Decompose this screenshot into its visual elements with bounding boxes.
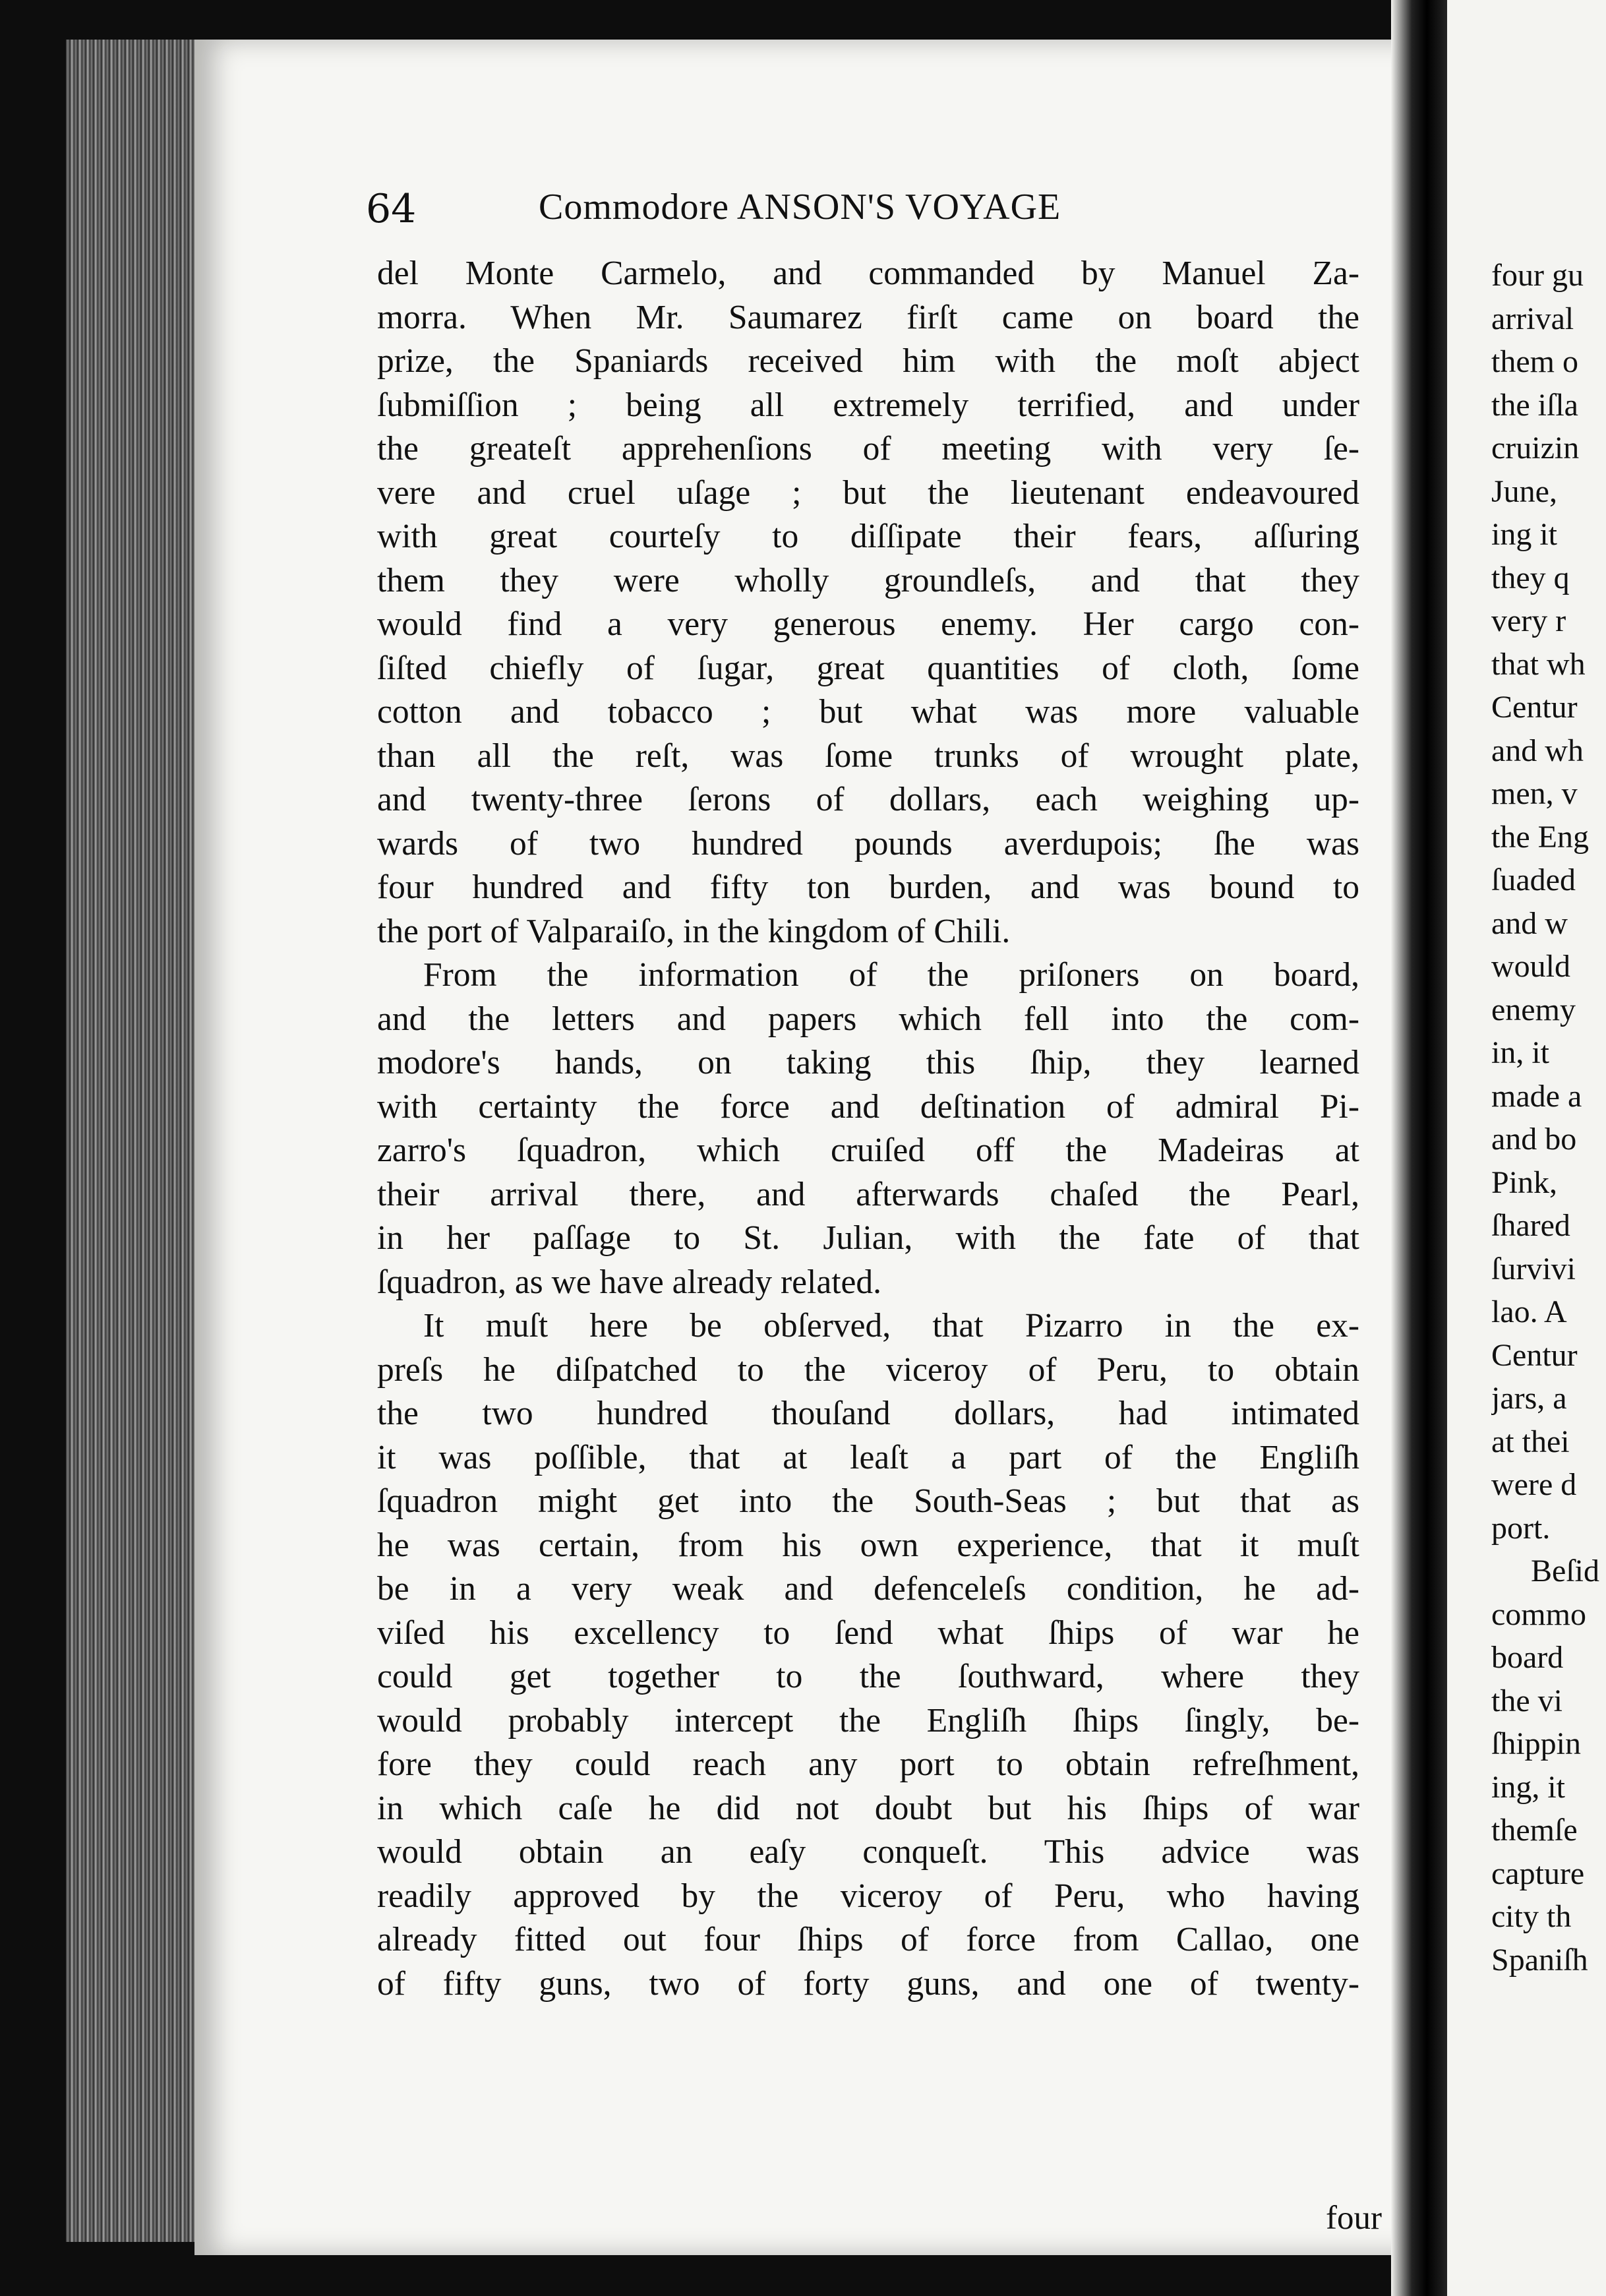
right-text-line: capture <box>1491 1856 1585 1891</box>
text-line: viſed his excellency to ſend what ſhips of war he <box>377 1614 1359 1652</box>
right-text-line: port. <box>1491 1510 1551 1546</box>
text-line: modore's hands, on taking this ſhip, they learned <box>377 1044 1359 1081</box>
right-text-line: Pink, <box>1491 1164 1558 1200</box>
text-line: From the information of the priſoners on board, <box>423 956 1359 994</box>
text-line: ſubmiſſion ; being all extremely terrified, and under <box>377 386 1359 424</box>
right-text-line: in, it <box>1491 1035 1550 1070</box>
text-line: fore they could reach any port to obtain refreſhment, <box>377 1745 1359 1783</box>
page-header <box>366 186 1408 239</box>
right-text-line: the iſla <box>1491 387 1578 423</box>
right-text-line: cruizin <box>1491 431 1580 466</box>
text-line: zarro's ſquadron, which cruiſed off the Madeiras at <box>377 1132 1359 1169</box>
text-line: be in a very weak and defenceleſs condition, he ad- <box>377 1570 1359 1608</box>
right-text-line: the vi <box>1491 1683 1562 1718</box>
text-line: morra. When Mr. Saumarez firſt came on board the <box>377 298 1359 336</box>
text-line: he was certain, from his own experience, that it muſt <box>377 1526 1359 1564</box>
right-text-line: and w <box>1491 905 1568 941</box>
left-body-text <box>377 252 1359 2006</box>
right-text-line: lao. A <box>1491 1294 1567 1329</box>
text-line: could get together to the ſouthward, where they <box>377 1658 1359 1695</box>
text-line: readily approved by the viceroy of Peru, who having <box>377 1877 1359 1915</box>
text-line: prize, the Spaniards received him with the moſt abject <box>377 342 1359 380</box>
text-line: preſs he diſpatched to the viceroy of Peru, to obtain <box>377 1350 1359 1389</box>
page-number: 64 <box>366 186 417 232</box>
text-line: ſquadron might get into the South-Seas ; but that as <box>377 1482 1359 1520</box>
text-line: would obtain an eaſy conqueſt. This advice was <box>377 1833 1359 1871</box>
right-text-line: ſuaded <box>1491 862 1576 897</box>
right-text-line: Centur <box>1491 690 1578 725</box>
right-text-line: ſurvivi <box>1491 1251 1576 1286</box>
text-line: than all the reſt, was ſome trunks of wrought plate, <box>377 737 1359 775</box>
right-text-line: four gu <box>1491 258 1584 293</box>
running-head: Commodore ANSON'S VOYAGE <box>539 187 1061 227</box>
text-line: vere and cruel uſage ; but the lieutenant endeavoured <box>377 473 1359 512</box>
right-text-line: ſhippin <box>1491 1726 1582 1761</box>
right-body-text <box>1491 254 1606 1981</box>
text-line: cotton and tobacco ; but what was more valuable <box>377 693 1359 731</box>
right-text-line: commo <box>1491 1596 1586 1632</box>
right-text-line: themſe <box>1491 1813 1578 1848</box>
text-line: the greateſt apprehenſions of meeting with very ſe- <box>377 430 1359 468</box>
text-line: ſquadron, as we have already related. <box>377 1263 881 1301</box>
right-text-line: them o <box>1491 344 1578 379</box>
text-line: del Monte Carmelo, and commanded by Manuel Za- <box>377 255 1359 292</box>
text-line: would find a very generous enemy. Her cargo con- <box>377 605 1359 643</box>
right-text-line: ing, it <box>1491 1769 1566 1805</box>
text-line: the port of Valparaiſo, in the kingdom of Chili. <box>377 912 1011 950</box>
right-text-line: ſhared <box>1491 1208 1570 1243</box>
text-line: four hundred and fifty ton burden, and was bound to <box>377 868 1359 906</box>
text-line: ſiſted chiefly of ſugar, great quantities of cloth, ſome <box>377 649 1359 687</box>
right-text-line: June, <box>1491 473 1557 509</box>
page-edges <box>66 40 204 2242</box>
book-gutter <box>1391 0 1450 2296</box>
right-text-line: Beſid <box>1531 1554 1599 1588</box>
text-line: the two hundred thouſand dollars, had intimated <box>377 1395 1359 1432</box>
right-text-line: Centur <box>1491 1337 1578 1373</box>
right-text-line: jars, a <box>1491 1381 1567 1416</box>
right-text-line: ing it <box>1491 517 1558 552</box>
text-line: and the letters and papers which fell into the com- <box>377 1000 1359 1038</box>
right-text-line: Spaniſh <box>1491 1942 1588 1978</box>
text-line: it was poſſible, that at leaſt a part of the Engliſh <box>377 1438 1359 1476</box>
text-line: wards of two hundred pounds averdupois; ſhe was <box>377 824 1359 862</box>
text-line: It muſt here be obſerved, that Pizarro in the ex- <box>423 1307 1359 1344</box>
right-text-line: very r <box>1491 603 1566 638</box>
right-text-line: that wh <box>1491 646 1586 682</box>
text-line: already fitted out four ſhips of force from Callao, one <box>377 1921 1359 1958</box>
text-line: of fifty guns, two of forty guns, and one of twenty- <box>377 1964 1359 2003</box>
right-text-line: city th <box>1491 1899 1572 1934</box>
text-line: their arrival there, and afterwards chaſed the Pearl, <box>377 1175 1359 1213</box>
right-text-line: and bo <box>1491 1122 1577 1157</box>
text-line: them they were wholly groundleſs, and that they <box>377 561 1359 599</box>
text-line: in which caſe he did not doubt but his ſhips of war <box>377 1789 1359 1827</box>
right-text-line: board <box>1491 1640 1564 1675</box>
right-text-line: the Eng <box>1491 819 1589 855</box>
right-text-line: would <box>1491 949 1570 984</box>
text-line: would probably intercept the Engliſh ſhips ſingly, be- <box>377 1701 1359 1739</box>
text-line: in her paſſage to St. Julian, with the fate of that <box>377 1219 1359 1257</box>
text-line: with great courteſy to diſſipate their fears, aſſuring <box>377 518 1359 555</box>
right-text-line: they q <box>1491 560 1570 595</box>
right-text-line: arrival <box>1491 301 1574 336</box>
right-text-line: at thei <box>1491 1424 1570 1459</box>
right-text-line: were d <box>1491 1467 1577 1502</box>
right-text-line: and wh <box>1491 733 1584 768</box>
right-text-line: enemy <box>1491 992 1576 1027</box>
text-line: and twenty-three ſerons of dollars, each weighing up- <box>377 781 1359 818</box>
catchword: four <box>1326 2200 1382 2237</box>
text-line: with certainty the force and deſtination of admiral Pi- <box>377 1087 1359 1126</box>
right-text-line: made a <box>1491 1078 1582 1114</box>
right-text-line: men, v <box>1491 776 1578 811</box>
